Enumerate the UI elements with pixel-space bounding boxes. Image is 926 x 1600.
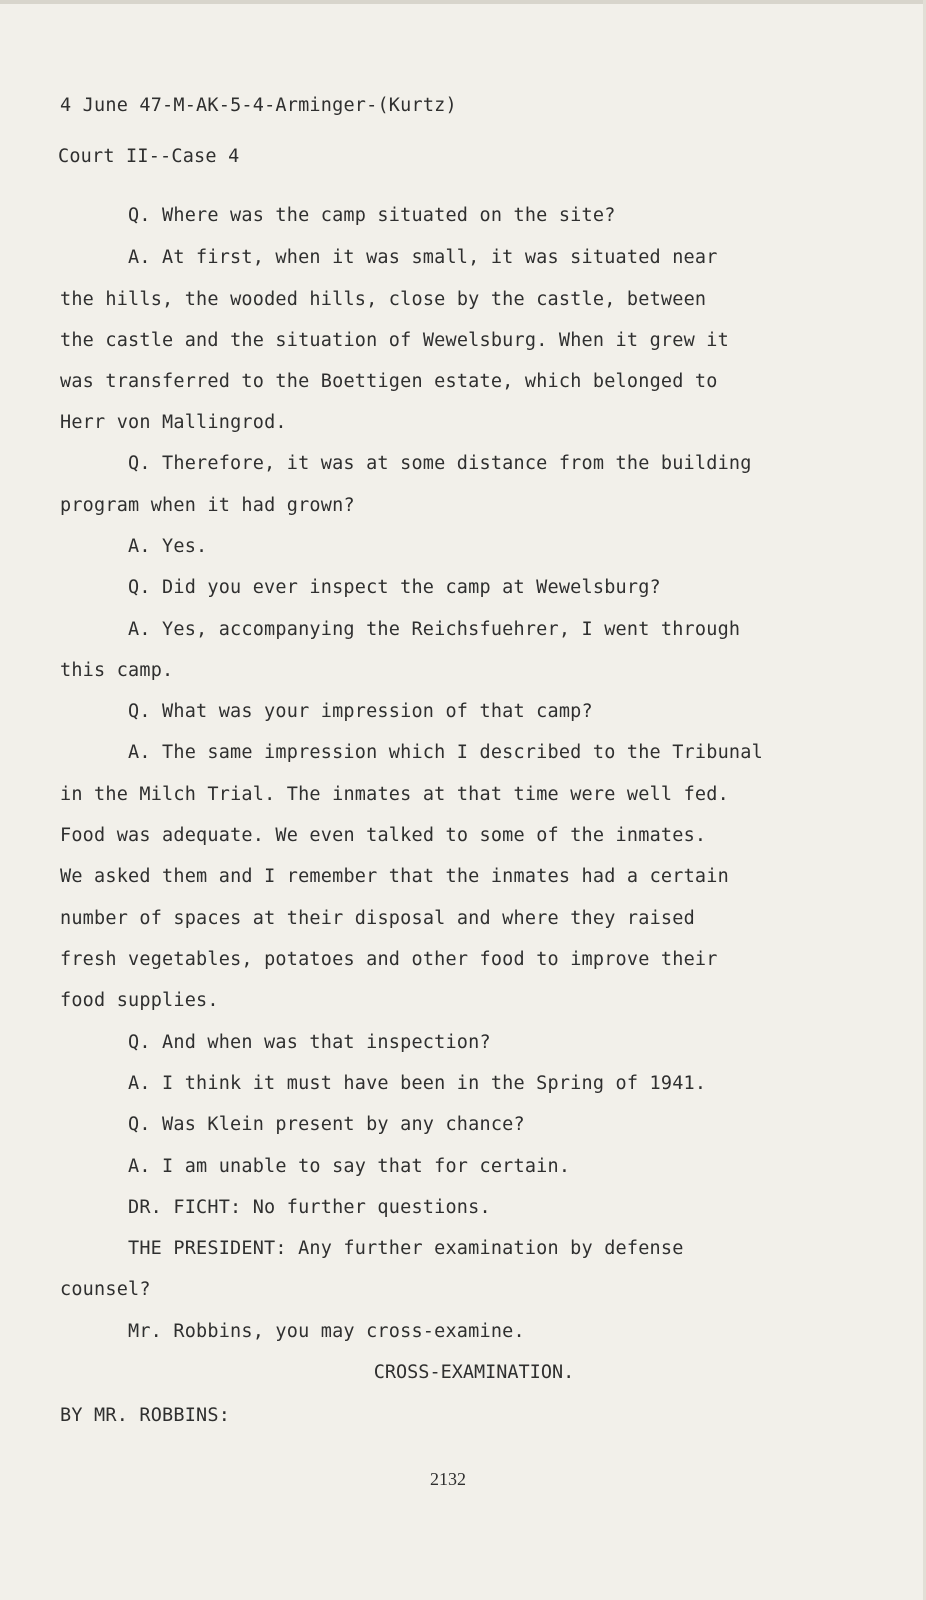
transcript-line: counsel? (60, 1279, 151, 1300)
transcript-line: A. Yes. (128, 536, 208, 557)
transcript-line: A. I think it must have been in the Spring of 1941. (128, 1073, 707, 1094)
transcript-line: A. At first, when it was small, it was situated near (128, 247, 718, 268)
transcript-line: THE PRESIDENT: Any further examination by defense (128, 1238, 684, 1259)
transcript-line: this camp. (60, 660, 174, 681)
section-heading: CROSS-EXAMINATION. (373, 1362, 575, 1383)
transcript-line: Q. Was Klein present by any chance? (128, 1114, 525, 1135)
transcript-line: Q. And when was that inspection? (128, 1032, 491, 1053)
transcript-line: was transferred to the Boettigen estate, which belonged to (60, 371, 718, 392)
transcript-line: Herr von Mallingrod. (60, 412, 287, 433)
transcript-line: Mr. Robbins, you may cross-examine. (128, 1321, 525, 1342)
header-reference: 4 June 47-M-AK-5-4-Arminger-(Kurtz) (60, 95, 457, 116)
page-number: 2132 (430, 1469, 466, 1489)
transcript-line: in the Milch Trial. The inmates at that time were well fed. (60, 784, 729, 805)
header-court-case: Court II--Case 4 (58, 146, 240, 167)
transcript-line: the hills, the wooded hills, close by the castle, between (60, 289, 707, 310)
transcript-line: A. The same impression which I described to the Tribunal (128, 742, 763, 763)
transcript-line: A. I am unable to say that for certain. (128, 1156, 571, 1177)
examiner-line: BY MR. ROBBINS: (60, 1405, 231, 1426)
page-top-edge (0, 0, 926, 4)
transcript-line: We asked them and I remember that the inmates had a certain (60, 866, 729, 887)
transcript-line: DR. FICHT: No further questions. (128, 1197, 491, 1218)
transcript-line: food supplies. (60, 990, 219, 1011)
transcript-line: Q. What was your impression of that camp? (128, 701, 593, 722)
transcript-line: Q. Therefore, it was at some distance from the building (128, 453, 752, 474)
transcript-line: Q. Where was the camp situated on the site? (128, 205, 616, 226)
transcript-line: A. Yes, accompanying the Reichsfuehrer, I went through (128, 619, 741, 640)
transcript-line: the castle and the situation of Wewelsburg. When it grew it (60, 330, 729, 351)
transcript-line: program when it had grown? (60, 495, 355, 516)
transcript-line: Q. Did you ever inspect the camp at Wewelsburg? (128, 577, 661, 598)
transcript-line: number of spaces at their disposal and where they raised (60, 908, 695, 929)
transcript-line: Food was adequate. We even talked to some of the inmates. (60, 825, 707, 846)
transcript-line: fresh vegetables, potatoes and other food to improve their (60, 949, 718, 970)
